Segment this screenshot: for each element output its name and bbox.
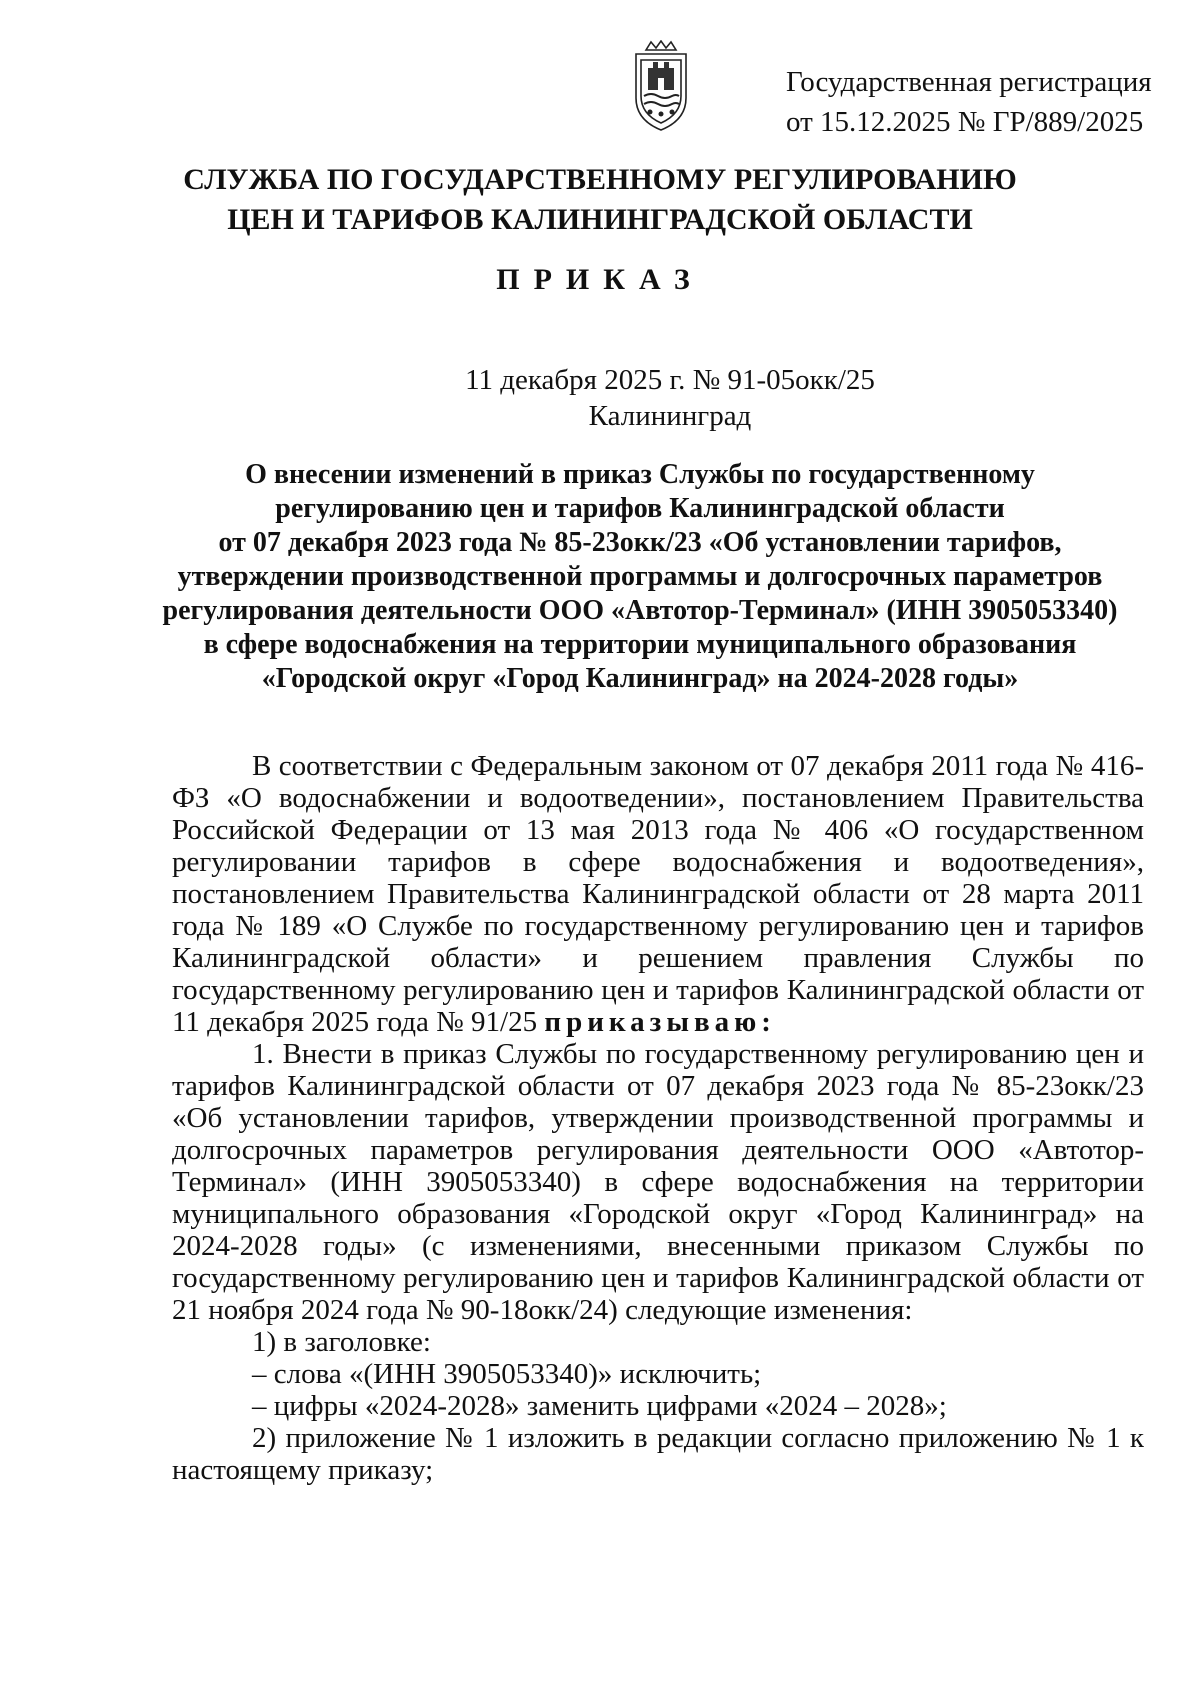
subitem-1: 1) в заголовке:: [252, 1326, 431, 1358]
subject-line: от 07 декабря 2023 года № 85-23окк/23 «Об установлении тарифов,: [218, 527, 1062, 558]
subject-line: в сфере водоснабжения на территории муниципального образования: [203, 629, 1077, 660]
document-type-title: ПРИКАЗ: [496, 263, 704, 296]
order-subject: [160, 458, 1120, 696]
preamble-text: В соответствии с Федеральным законом от 07 декабря 2011 года № 416-ФЗ «О водоснабжении и водоотведении», постановлением Правительства Российской Федерации от 13 мая 2013 года № 406 «О государственном регулировании тарифов в сфере водоснабжения и водоотведения», постановлением Правительства Калининградской области от 28 марта 2011 года № 189 «О Службе по государственному регулированию цен и тарифов Калининградской области» и решением правления Службы по государственному регулированию цен и тарифов Калининградской области от 11 декабря 2025 года № 91/25: [172, 750, 1144, 1038]
item-1-paragraph: 1. Внести в приказ Службы по государственному регулированию цен и тарифов Калининградской области от 07 декабря 2023 года № 85-23окк/23 «Об установлении тарифов, утверждении производственной программы и долгосрочных параметров регулирования деятельности ООО «Автотор-Терминал» (ИНН 3905053340) в сфере водоснабжения на территории муниципального образования «Городской округ «Город Калининград» на 2024-2028 годы» (с изменениями, внесенными приказом Службы по государственному регулированию цен и тарифов Калининградской области от 21 ноября 2024 года № 90-18окк/24) следующие изменения:: [172, 1038, 1144, 1326]
subject-line: регулированию цен и тарифов Калининградской области: [275, 493, 1005, 524]
preamble-paragraph: [172, 750, 1144, 1038]
coat-of-arms-emblem: [624, 40, 698, 132]
decree-word: приказываю:: [544, 1006, 776, 1038]
order-date-block: [300, 362, 1040, 434]
order-city: Калининград: [588, 400, 752, 432]
subject-line: утверждении производственной программы и долгосрочных параметров: [177, 561, 1103, 592]
subject-line: регулирования деятельности ООО «Автотор-Терминал» (ИНН 3905053340): [162, 595, 1118, 626]
dash-item-2: – цифры «2024-2028» заменить цифрами «2024 – 2028»;: [252, 1390, 947, 1422]
order-date-number: 11 декабря 2025 г. № 91-05окк/25: [465, 364, 875, 396]
order-body: [172, 750, 1144, 1486]
registration-line-2: от 15.12.2025 № ГР/889/2025: [786, 106, 1144, 138]
subitem-2: 2) приложение № 1 изложить в редакции согласно приложению № 1 к настоящему приказу;: [172, 1422, 1144, 1486]
subject-line: О внесении изменений в приказ Службы по государственному: [245, 459, 1035, 490]
agency-line-2: ЦЕН И ТАРИФОВ КАЛИНИНГРАДСКОЙ ОБЛАСТИ: [227, 203, 973, 236]
subject-line: «Городской округ «Город Калининград» на 2024-2028 годы»: [261, 663, 1019, 694]
agency-name: [180, 160, 1020, 240]
agency-line-1: СЛУЖБА ПО ГОСУДАРСТВЕННОМУ РЕГУЛИРОВАНИЮ: [183, 163, 1017, 196]
registration-line-1: Государственная регистрация: [786, 66, 1152, 98]
dash-item-1: – слова «(ИНН 3905053340)» исключить;: [252, 1358, 762, 1390]
registration-stamp: [786, 62, 1186, 142]
